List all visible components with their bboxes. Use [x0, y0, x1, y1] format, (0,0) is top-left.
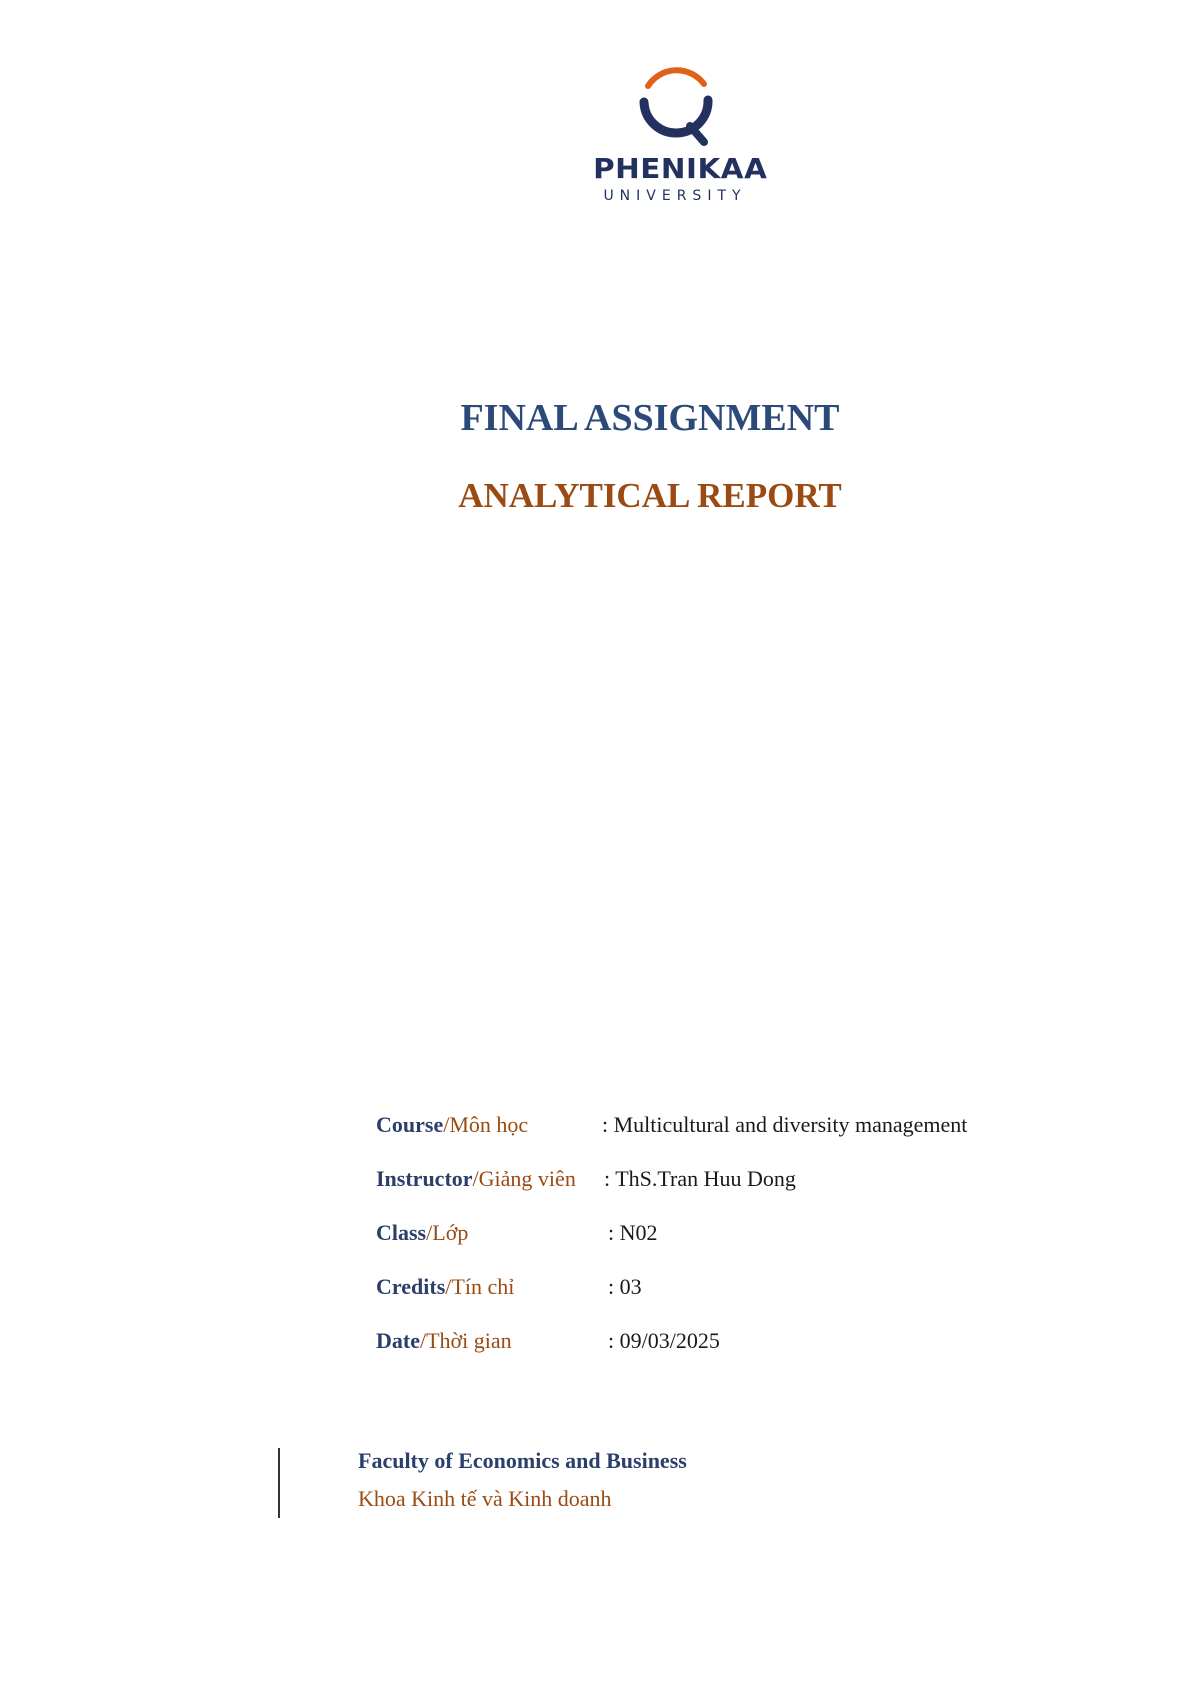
document-subtitle: ANALYTICAL REPORT	[458, 476, 842, 515]
info-label-en: Credits	[376, 1274, 446, 1299]
label-separator: /	[426, 1220, 433, 1245]
info-label-en: Class	[376, 1220, 427, 1245]
info-label-vi: Tín chỉ	[451, 1274, 515, 1299]
info-row-instructor	[376, 1164, 1076, 1194]
info-label-vi: Thời gian	[426, 1328, 512, 1353]
logo-subtitle: UNIVERSITY	[603, 188, 747, 204]
label-separator: /	[419, 1328, 427, 1353]
faculty-block	[278, 1448, 798, 1520]
faculty-divider	[278, 1448, 280, 1518]
document-title: FINAL ASSIGNMENT	[460, 397, 840, 439]
info-value: : N02	[608, 1220, 658, 1245]
info-label-en: Instructor	[376, 1166, 473, 1191]
info-label-en: Date	[376, 1328, 420, 1353]
faculty-name-en: Faculty of Economics and Business	[358, 1448, 687, 1473]
label-separator: /	[472, 1166, 479, 1191]
label-separator: /	[445, 1274, 452, 1299]
info-value: : 09/03/2025	[608, 1328, 720, 1353]
logo-wordmark: PHENIKAA	[593, 152, 768, 185]
info-row-date	[376, 1326, 1076, 1356]
info-label-vi: Giảng viên	[478, 1166, 576, 1191]
info-row-course	[376, 1110, 1076, 1140]
university-logo	[570, 64, 790, 214]
info-row-class	[376, 1218, 1076, 1248]
phenikaa-logo-mark-icon	[630, 64, 720, 154]
faculty-name-vi: Khoa Kinh tế và Kinh doanh	[358, 1486, 612, 1511]
info-value: : ThS.Tran Huu Dong	[604, 1166, 796, 1191]
info-label-en: Course	[376, 1112, 444, 1137]
info-value: : 03	[608, 1274, 642, 1299]
info-label-vi: Môn học	[449, 1112, 529, 1137]
info-row-credits	[376, 1272, 1076, 1302]
label-separator: /	[443, 1112, 450, 1137]
info-value: : Multicultural and diversity management	[602, 1112, 968, 1137]
info-label-vi: Lớp	[432, 1220, 469, 1245]
